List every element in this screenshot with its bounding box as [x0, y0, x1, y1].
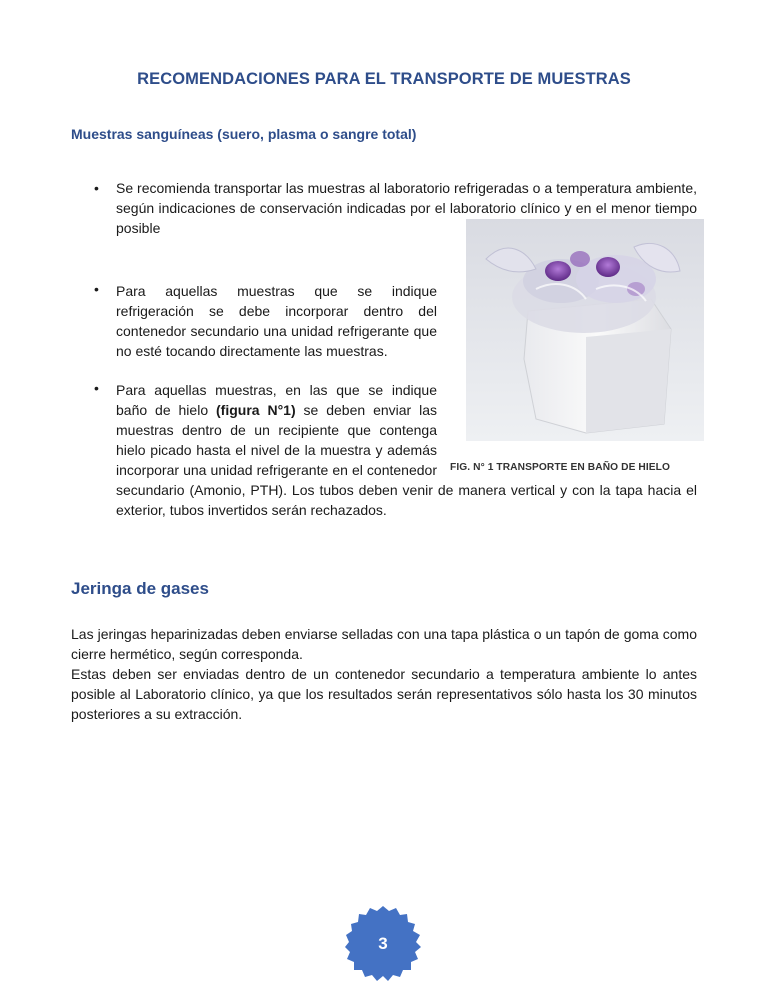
bullet-2 — [116, 281, 437, 361]
gas-syringe-heading: Jeringa de gases — [71, 579, 209, 598]
figure-caption: FIG. N° 1 TRANSPORTE EN BAÑO DE HIELO — [450, 462, 671, 473]
blood-recommendations-list — [71, 178, 697, 238]
blood-samples-heading: Muestras sanguíneas (suero, plasma o sangre total) — [71, 126, 417, 142]
image-wrap-spacer — [437, 380, 697, 480]
bullet-3 — [116, 380, 697, 520]
page-title: RECOMENDACIONES PARA EL TRANSPORTE DE MUESTRAS — [137, 70, 631, 88]
bullet-text — [116, 178, 697, 238]
list-item — [71, 178, 697, 238]
page-number: 3 — [378, 934, 388, 953]
gas-paragraph-1: Las jeringas heparinizadas deben enviarse selladas con una tapa plástica o un tapón de goma como cierre hermético, según corresponda. — [71, 626, 697, 662]
bullet-1-text: Se recomienda transportar las muestras al laboratorio refrigeradas o a temperatura ambiente, según indicaciones de conservación indicadas por el laboratorio clínico y en el menor tiempo posible — [116, 180, 697, 236]
bullet-icon: • — [94, 281, 99, 297]
bullet-3-text-a: Para aquellas muestras, en las que se indique baño de hielo — [116, 382, 437, 418]
bullet-icon: • — [94, 180, 99, 196]
gas-paragraph-2: Estas deben ser enviadas dentro de un contenedor secundario a temperatura ambiente lo antes posible al Laboratorio clínico, ya que los resultados serán representativos sólo hasta los 30 minutos posteriores a su extracción. — [71, 666, 697, 722]
bullet-2-text: Para aquellas muestras que se indique refrigeración se debe incorporar dentro del contenedor secundario una unidad refrigerante que no esté tocando directamente las muestras. — [116, 283, 437, 359]
bullet-3-text-b: se deben enviar las muestras dentro de un recipiente que contenga hielo picado hasta el nivel de la muestra y además incorporar una unidad refrigerante en el contenedor secundario (Amonio, PTH). Los tubos deben venir de manera vertical y con la tapa hacia el exterior, tubos invertidos serán rechazados. — [116, 402, 697, 518]
figure-reference: (figura N°1) — [216, 402, 296, 418]
bullet-icon: • — [94, 380, 99, 396]
